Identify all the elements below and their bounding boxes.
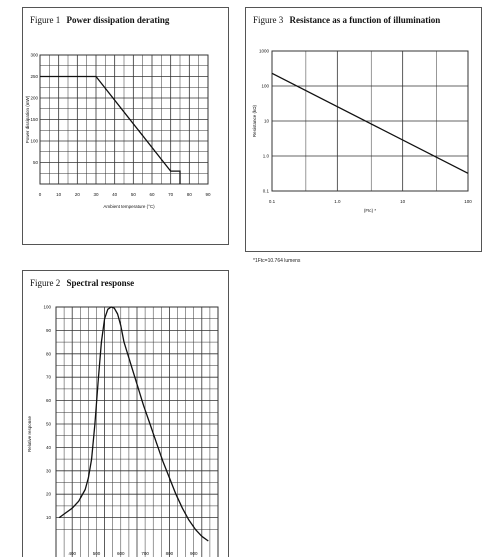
y-tick-label: 70 — [45, 374, 51, 380]
x-tick-label: 10 — [56, 192, 62, 197]
y-tick-label: 10 — [263, 118, 269, 124]
y-tick-label: 80 — [45, 351, 51, 357]
x-tick-label: 80 — [186, 192, 192, 197]
x-tick-label: 30 — [93, 192, 99, 197]
figure-1-name: Power dissipation derating — [66, 15, 170, 25]
y-tick-label: 90 — [45, 327, 51, 333]
x-tick-label: 50 — [130, 192, 136, 197]
y-tick-label: 100 — [43, 304, 51, 310]
y-tick-label: 10 — [45, 515, 51, 521]
x-tick-label: 400 — [68, 551, 76, 556]
figure-3-panel — [245, 7, 482, 252]
y-tick-label: 300 — [30, 52, 38, 58]
x-tick-label: 900 — [189, 551, 198, 556]
series-line — [272, 73, 468, 173]
x-tick-label: 60 — [149, 192, 155, 197]
y-tick-label: 20 — [45, 491, 51, 497]
y-tick-label: 0.1 — [262, 188, 269, 194]
figure-2-panel — [22, 270, 229, 557]
x-tick-label: 0.1 — [268, 199, 276, 204]
x-tick-label: 20 — [74, 192, 80, 197]
y-tick-label: 60 — [45, 398, 51, 404]
y-tick-label: 30 — [45, 468, 51, 474]
y-axis-label: Power dissipation (mW) — [25, 95, 30, 144]
y-axis-label: Resistance (kΩ) — [252, 104, 257, 138]
y-tick-label: 250 — [30, 74, 38, 79]
y-axis-label: Relative response — [27, 415, 32, 453]
x-tick-label: 800 — [165, 551, 174, 556]
x-tick-label: 10 — [400, 199, 406, 204]
y-tick-label: 50 — [45, 421, 51, 427]
x-tick-label: 0 — [38, 192, 42, 197]
x-tick-label: 70 — [168, 192, 174, 197]
x-tick-label: 90 — [205, 192, 211, 197]
y-tick-label: 1000 — [258, 48, 269, 54]
y-tick-label: 40 — [45, 444, 51, 450]
power-derating-chart — [23, 8, 229, 245]
y-tick-label: 100 — [261, 83, 269, 89]
figure-3-label: Figure 3 — [253, 15, 284, 25]
x-tick-label: 1.0 — [334, 199, 341, 204]
y-tick-label: 200 — [30, 95, 38, 101]
figure-2-name: Spectral response — [66, 278, 135, 288]
y-tick-label: 1.0 — [262, 153, 269, 159]
x-tick-label: 500 — [92, 551, 101, 556]
y-tick-label: 50 — [32, 160, 38, 165]
x-tick-label: 100 — [464, 199, 472, 204]
figure-3-name: Resistance as a function of illumination — [289, 15, 441, 25]
figure-1-label: Figure 1 — [30, 15, 61, 25]
y-tick-label: 100 — [30, 138, 38, 144]
x-tick-label: 600 — [117, 551, 125, 556]
resistance-illumination-chart — [246, 8, 482, 252]
footnote: *1Ftc=10.764 lumens — [253, 258, 301, 264]
figure-1-panel — [22, 7, 229, 245]
y-tick-label: 150 — [30, 117, 38, 122]
x-axis-label: Ambient temperature (°C) — [103, 204, 155, 209]
spectral-response-chart — [23, 271, 229, 557]
x-tick-label: 700 — [141, 551, 149, 556]
x-tick-label: 40 — [112, 192, 118, 197]
x-axis-label: (Ftc) * — [363, 208, 377, 213]
figure-2-label: Figure 2 — [30, 278, 61, 288]
